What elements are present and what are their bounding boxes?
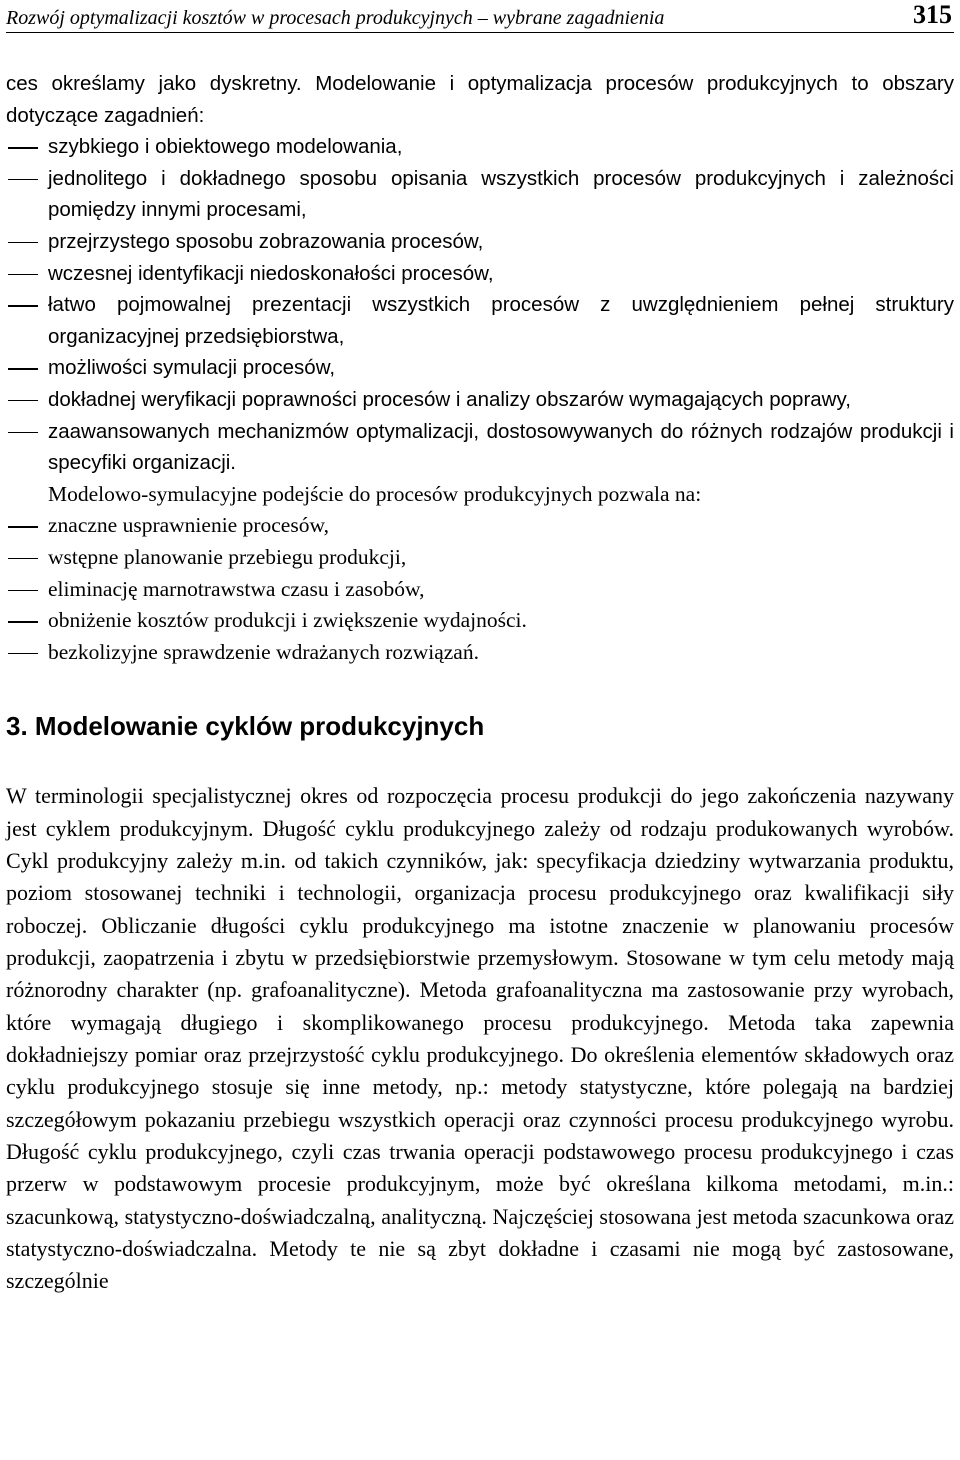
section-paragraph: W terminologii specjalistycznej okres od rozpoczęcia procesu produkcji do jego zakończenia nazywany jest cyklem produkcyjnym. Długość cyklu produkcyjnego zależy od rodzaju produkowanych wyrobów. Cykl produkcyjny zależy m.in. od takich czynników, jak: specyfikacja dziedziny wytwarzania produktu, poziom stosowanej techniki i technologii, organizacja procesu produkcyjnego oraz kwalifikacji siły roboczej. Obliczanie długości cyklu produkcyjnego ma istotne znaczenie w planowaniu procesów produkcji, zaopatrzenia i zbytu w przedsiębiorstwie przemysłowym. Stosowane w tym celu metody mają różnorodny charakter (np. grafoanalityczne). Metoda grafoanalityczna ma zastosowanie przy wyrobach, które wymagają długiego i skomplikowanego procesu produkcyjnego. Metoda taka zapewnia dokładniejszy pomiar oraz przejrzystość cyklu produkcyjnego. Do określenia elementów składowych oraz cyklu produkcyjnego stosuje się inne metody, np.: metody statystyczne, które polegają na bardziej szczegółowym pokazaniu przebiegu wszystkich operacji oraz czynności procesu produkcyjnego wyrobu. Długość cyklu produkcyjnego, czyli czas trwania operacji podstawowego procesu produkcyjnego i czas przerw w podstawowym procesie produkcyjnym, może być określana kilkoma metodami, m.in.: szacunkową, statystyczno-doświadczalną, analityczną. Najczęściej stosowana jest metoda szacunkowa oraz statystyczno-doświadczalna. Metody te nie są zbyt dokładne i czasami nie mogą być zastosowane, szczególnie (6, 783, 954, 1294)
list-item: zaawansowanych mechanizmów optymalizacji, dostosowywanych do różnych rodzajów produkcji i specyfiki organizacji. (6, 416, 954, 479)
running-title: Rozwój optymalizacji kosztów w procesach produkcyjnych – wybrane zagadnienia (6, 7, 665, 29)
section-heading: 3. Modelowanie cyklów produkcyjnych (6, 711, 485, 742)
body-middle (6, 479, 954, 669)
second-intro-paragraph: Modelowo-symulacyjne podejście do procesów produkcyjnych pozwala na: (48, 481, 702, 506)
list-item: jednolitego i dokładnego sposobu opisania wszystkich procesów produkcyjnych i zależności pomiędzy innymi procesami, (6, 163, 954, 226)
body-upper (6, 68, 954, 479)
list-item: szybkiego i obiektowego modelowania, (6, 131, 954, 163)
benefits-list (6, 510, 954, 668)
list-item: znaczne usprawnienie procesów, (6, 510, 954, 542)
list-item: możliwości symulacji procesów, (6, 352, 954, 384)
list-item: przejrzystego sposobu zobrazowania procesów, (6, 226, 954, 258)
list-item: eliminację marnotrawstwa czasu i zasobów, (6, 574, 954, 606)
list-item: dokładnej weryfikacji poprawności procesów i analizy obszarów wymagających poprawy, (6, 384, 954, 416)
list-item: łatwo pojmowalnej prezentacji wszystkich procesów z uwzględnieniem pełnej struktury organizacyjnej przedsiębiorstwa, (6, 289, 954, 352)
list-item: bezkolizyjne sprawdzenie wdrażanych rozwiązań. (6, 637, 954, 669)
list-item: wstępne planowanie przebiegu produkcji, (6, 542, 954, 574)
topics-list (6, 131, 954, 479)
list-item: obniżenie kosztów produkcji i zwiększenie wydajności. (6, 605, 954, 637)
list-item: wczesnej identyfikacji niedoskonałości procesów, (6, 258, 954, 290)
page-number: 315 (913, 0, 952, 29)
running-header (6, 0, 954, 33)
intro-paragraph: ces określamy jako dyskretny. Modelowanie i optymalizacja procesów produkcyjnych to obszary dotyczące zagadnień: (6, 72, 954, 127)
